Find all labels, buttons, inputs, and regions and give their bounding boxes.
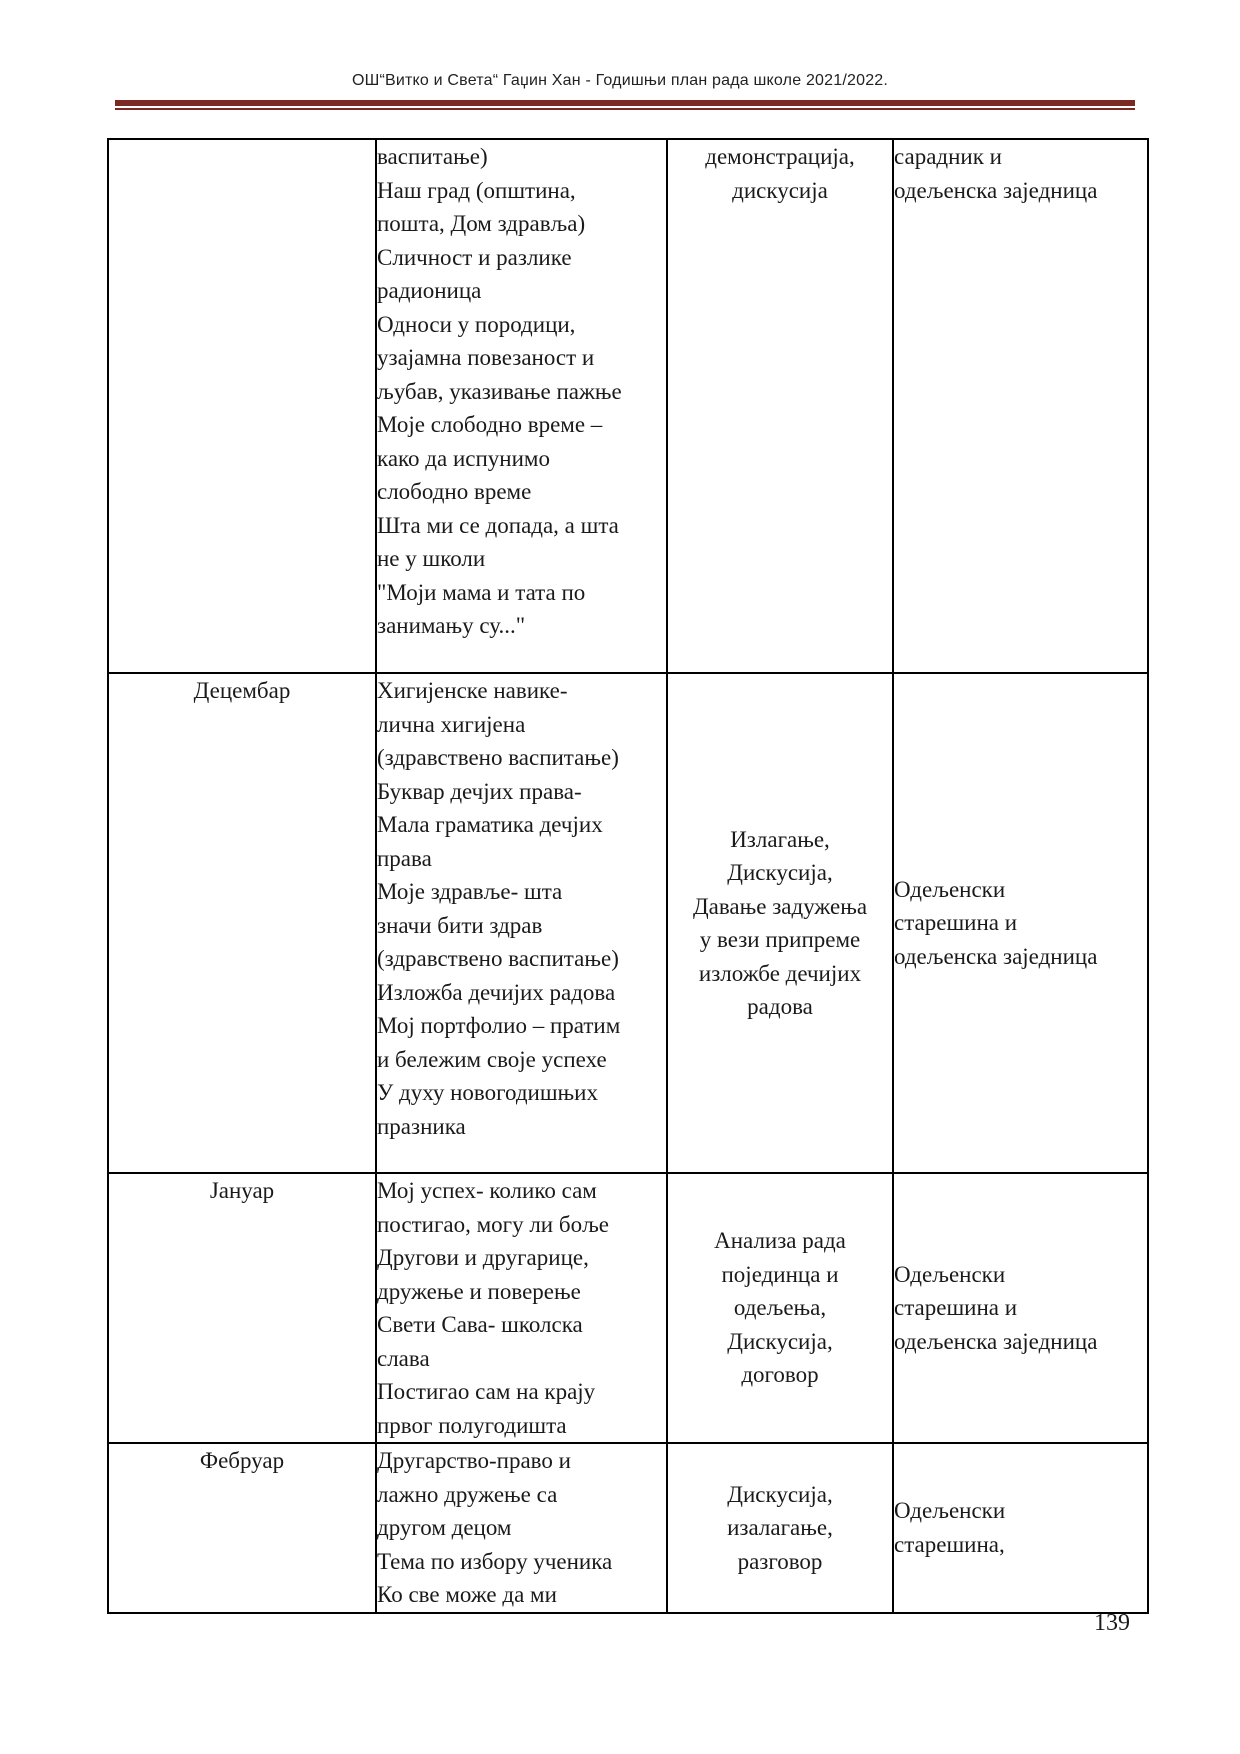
method-line: изалагање,	[727, 1515, 833, 1540]
header-rule-thin	[115, 108, 1135, 110]
topic-line: васпитање)	[377, 144, 488, 169]
method-line: договор	[741, 1362, 819, 1388]
topic-line: лична хигијена	[377, 711, 526, 737]
topic-line: значи бити здрав	[377, 912, 543, 938]
topic-line: радионица	[377, 278, 482, 303]
method-line: одељења,	[733, 1295, 827, 1321]
carrier-line: одељенска заједница	[894, 177, 1098, 203]
carriers-cell	[893, 1443, 1148, 1613]
topic-line: Хигијенске навике-	[377, 678, 568, 703]
topic-line: права	[377, 845, 432, 871]
carrier-line: Одељенски	[894, 1498, 1006, 1524]
header-rule-thick	[115, 100, 1135, 106]
topic-line: постигао, могу ли боље	[377, 1211, 609, 1237]
carrier-line: Одељенски	[894, 876, 1006, 902]
methods-cell	[667, 673, 893, 1173]
topic-line: "Моји мама и тата по	[377, 579, 586, 605]
topic-line: Моје слободно време –	[377, 412, 603, 437]
method-line: изложбе дечијих	[698, 960, 862, 986]
methods-cell	[667, 139, 893, 673]
topic-line: Тема по избору ученика	[377, 1548, 613, 1574]
month-cell: Јануар	[108, 1173, 376, 1443]
topics-cell	[376, 139, 667, 673]
month-cell	[108, 139, 376, 673]
method-line: Дискусија,	[727, 860, 833, 885]
topic-line: У духу новогодишњих	[377, 1080, 598, 1105]
carrier-line: старешина и	[894, 910, 1018, 936]
method-line: Дискусија,	[727, 1481, 833, 1507]
method-line: разговор	[737, 1548, 823, 1574]
topic-line: Односи у породици,	[377, 311, 576, 337]
carrier-line: одељенска заједница	[894, 943, 1098, 969]
activity-plan-table	[107, 138, 1149, 1614]
topic-line: како да испунимо	[377, 445, 550, 471]
carriers-cell	[893, 139, 1148, 673]
topic-line: Шта ми се допада, а шта	[377, 512, 619, 538]
table-row	[108, 1173, 1148, 1443]
topic-line: пошта, Дом здравља)	[377, 211, 586, 236]
topic-line: првог полугодишта	[377, 1412, 567, 1438]
topic-line: не у школи	[377, 546, 486, 571]
methods-cell	[667, 1443, 893, 1613]
topic-line: празника	[377, 1113, 466, 1139]
topic-line: Постигао сам на крају	[377, 1379, 596, 1404]
topic-line: Мој успех- колико сам	[377, 1178, 597, 1203]
topic-line: Ко све може да ми	[377, 1582, 557, 1607]
methods-cell	[667, 1173, 893, 1443]
topic-line: Другарство-право и	[377, 1448, 571, 1473]
topic-line: узајамна повезаност и	[377, 345, 595, 370]
topic-line: Изложба дечијих радова	[377, 979, 616, 1005]
topic-line: другом децом	[377, 1515, 512, 1540]
method-line: појединца и	[721, 1261, 839, 1287]
topic-line: (здравствено васпитање)	[377, 946, 619, 971]
table-row	[108, 1443, 1148, 1613]
topic-line: Другови и другарице,	[377, 1245, 589, 1270]
topic-line: Мала граматика дечјих	[377, 812, 603, 837]
topic-line: Свети Сава- школска	[377, 1312, 583, 1337]
carrier-line: сарадник и	[894, 144, 1002, 169]
topic-line: Мој портфолио – пратим	[377, 1013, 621, 1038]
topic-line: љубав, указивање пажње	[377, 378, 622, 404]
topic-line: Наш град (општина,	[377, 177, 576, 203]
topic-line: лажно дружење са	[377, 1481, 558, 1507]
carrier-line: Одељенски	[894, 1261, 1006, 1287]
table-row	[108, 139, 1148, 673]
method-line: Анализа рада	[714, 1228, 846, 1254]
carrier-line: одељенска заједница	[894, 1328, 1098, 1354]
month-cell: Фебруар	[108, 1443, 376, 1613]
topic-line: Сличност и разлике	[377, 244, 572, 270]
topic-line: дружење и поверење	[377, 1278, 581, 1304]
method-line: радова	[747, 994, 813, 1019]
topic-line: занимању су..."	[377, 613, 526, 638]
topic-line: слободно време	[377, 479, 532, 504]
topic-line: Моје здравље- шта	[377, 879, 563, 904]
topic-line: и бележим своје успехе	[377, 1046, 607, 1072]
topic-line: слава	[377, 1345, 430, 1371]
method-line: Давање задужења	[692, 893, 868, 919]
topic-line: (здравствено васпитање)	[377, 745, 619, 770]
carrier-line: старешина,	[894, 1531, 1005, 1557]
method-line: Дискусија,	[727, 1328, 833, 1354]
carriers-cell	[893, 673, 1148, 1173]
carriers-cell	[893, 1173, 1148, 1443]
method-line: Излагање,	[730, 826, 830, 852]
topic-line: Буквар дечјих права-	[377, 778, 582, 804]
page-number: 139	[1094, 1610, 1130, 1636]
carrier-line: старешина и	[894, 1295, 1018, 1321]
month-cell: Децембар	[108, 673, 376, 1173]
method-line: дискусија	[732, 177, 828, 203]
method-line: у вези припреме	[699, 927, 861, 952]
topics-cell	[376, 1173, 667, 1443]
method-line: демонстрација,	[705, 144, 855, 169]
page-header: ОШ“Витко и Света“ Гаџин Хан - Годишњи план рада школе 2021/2022.	[351, 72, 889, 89]
table-row	[108, 673, 1148, 1173]
topics-cell	[376, 673, 667, 1173]
topics-cell	[376, 1443, 667, 1613]
